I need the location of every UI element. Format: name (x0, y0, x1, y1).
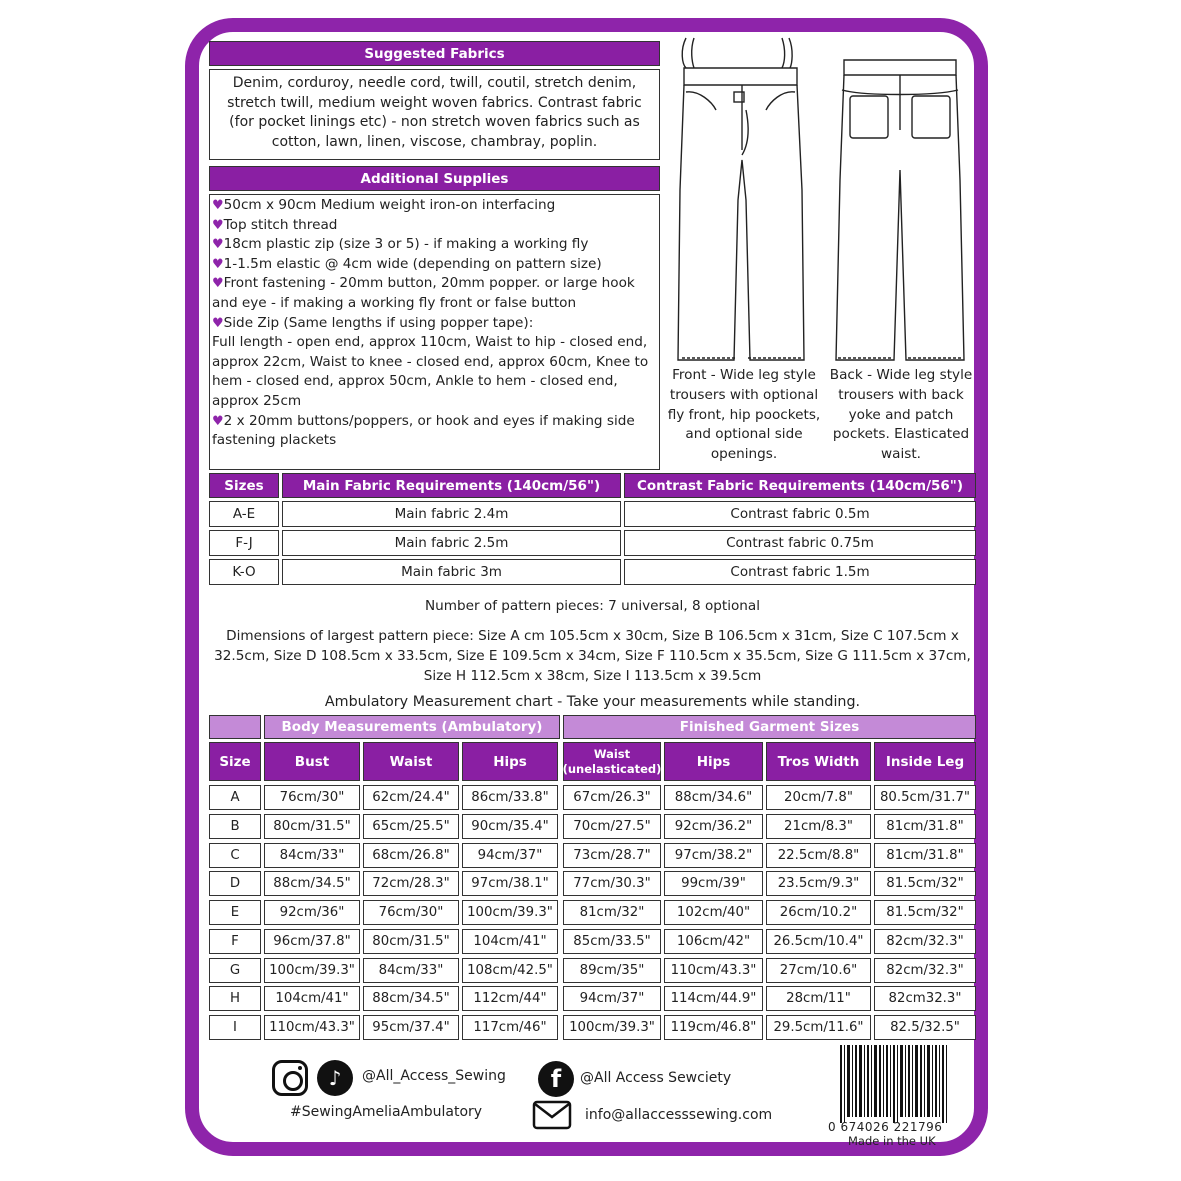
measure-value-cell: 28cm/11" (766, 986, 871, 1011)
chart-title: Ambulatory Measurement chart - Take your measurements while standing. (324, 694, 861, 710)
measure-value-cell: 67cm/26.3" (563, 785, 661, 810)
measure-header-cell: Hips (462, 742, 558, 781)
pattern-dimensions-text: Dimensions of largest pattern piece: Size A cm 105.5cm x 30cm, Size B 106.5cm x 31cm, Size C 107.5cm x 32.5cm, Size D 108.5cm x 33.5cm, Size E 109.5cm x 34cm, Size F 110.5cm x 35.5cm, Size G 111.5cm x 37cm, Size H 112.5cm x 38cm, Size I 113.5cm x 39.5cm (214, 628, 971, 684)
measure-size-cell: H (209, 986, 261, 1011)
measure-value-cell: 81cm/32" (563, 900, 661, 925)
heart-icon: ♥ (212, 276, 224, 292)
measure-value-cell: 110cm/43.3" (664, 958, 763, 983)
front-trousers-drawing (678, 38, 804, 360)
social-handle[interactable]: @All_Access_Sewing (362, 1068, 506, 1084)
fabric-table-cell: F-J (209, 530, 279, 556)
fabric-table-cell: Contrast fabric 0.75m (624, 530, 976, 556)
measure-size-cell: D (209, 871, 261, 896)
measure-value-cell: 73cm/28.7" (563, 843, 661, 868)
measure-value-cell: 81.5cm/32" (874, 871, 976, 896)
fabric-table-cell: Main fabric 2.5m (282, 530, 621, 556)
measure-value-cell: 82.5/32.5" (874, 1015, 976, 1040)
fabric-table-header-sizes: Sizes (209, 473, 279, 498)
measure-size-cell: G (209, 958, 261, 983)
fabric-table-cell: A-E (209, 501, 279, 527)
measure-value-cell: 100cm/39.3" (264, 958, 360, 983)
measure-header-cell (563, 742, 661, 781)
back-caption: Back - Wide leg style trousers with back yoke and patch pockets. Elasticated waist. (829, 367, 973, 463)
measure-value-cell: 110cm/43.3" (264, 1015, 360, 1040)
measure-value-cell: 88cm/34.5" (264, 871, 360, 896)
measure-value-cell: 80cm/31.5" (264, 814, 360, 839)
measure-header-cell: Bust (264, 742, 360, 781)
supply-item: ♥1-1.5m elastic @ 4cm wide (depending on pattern size) (212, 255, 602, 272)
measure-value-cell: 112cm/44" (462, 986, 558, 1011)
measure-header-cell: Size (209, 742, 261, 781)
measure-header-cell: Hips (664, 742, 763, 781)
measure-header-unelasticated: (unelasticated) (562, 761, 662, 776)
measure-value-cell: 99cm/39" (664, 871, 763, 896)
measure-value-cell: 114cm/44.9" (664, 986, 763, 1011)
measure-value-cell: 82cm32.3" (874, 986, 976, 1011)
measure-value-cell: 72cm/28.3" (363, 871, 459, 896)
supply-item: ♥50cm x 90cm Medium weight iron-on interfacing (212, 197, 556, 213)
measure-size-cell: B (209, 814, 261, 839)
facebook-handle[interactable]: @All Access Sewciety (580, 1070, 732, 1086)
measure-value-cell: 82cm/32.3" (874, 958, 976, 983)
trouser-illustrations (664, 30, 982, 370)
measure-value-cell: 85cm/33.5" (563, 929, 661, 954)
supply-item: ♥Top stitch thread (212, 216, 338, 233)
measure-value-cell: 80cm/31.5" (363, 929, 459, 954)
measure-value-cell: 104cm/41" (264, 986, 360, 1011)
measure-header-waist: Waist (593, 746, 631, 761)
measure-size-cell: C (209, 843, 261, 868)
measure-value-cell: 26.5cm/10.4" (766, 929, 871, 954)
measure-group-finished: Finished Garment Sizes (563, 715, 976, 739)
measure-value-cell: 92cm/36.2" (664, 814, 763, 839)
pattern-pieces-text: Number of pattern pieces: 7 universal, 8 optional (424, 598, 761, 614)
measure-value-cell: 76cm/30" (363, 900, 459, 925)
measure-value-cell: 22.5cm/8.8" (766, 843, 871, 868)
measure-value-cell: 81.5cm/32" (874, 900, 976, 925)
back-trousers-drawing (836, 60, 964, 360)
measure-value-cell: 62cm/24.4" (363, 785, 459, 810)
measure-value-cell: 97cm/38.1" (462, 871, 558, 896)
side-zip-details: Full length - open end, approx 110cm, Waist to hip - closed end, approx 22cm, Waist to knee - closed end, approx 60cm, Knee to hem - closed end, approx 50cm, Ankle to hem - closed end, approx 25cm (212, 334, 649, 409)
supply-item: ♥2 x 20mm buttons/poppers, or hook and eyes if making side fastening plackets (212, 412, 635, 449)
measure-value-cell: 88cm/34.6" (664, 785, 763, 810)
supplies-title: Additional Supplies (209, 166, 660, 191)
measure-value-cell: 104cm/41" (462, 929, 558, 954)
measure-value-cell: 102cm/40" (664, 900, 763, 925)
measure-size-cell: F (209, 929, 261, 954)
measure-header-cell: Waist (363, 742, 459, 781)
measure-value-cell: 90cm/35.4" (462, 814, 558, 839)
measure-value-cell: 96cm/37.8" (264, 929, 360, 954)
measure-value-cell: 20cm/7.8" (766, 785, 871, 810)
front-caption: Front - Wide leg style trousers with optional fly front, hip poockets, and optional side openings. (667, 367, 821, 463)
measure-value-cell: 29.5cm/11.6" (766, 1015, 871, 1040)
fabric-table-cell: Contrast fabric 0.5m (624, 501, 976, 527)
fabric-table-cell: Main fabric 3m (282, 559, 621, 585)
heart-icon: ♥ (212, 256, 224, 272)
heart-icon: ♥ (212, 413, 224, 429)
measure-header-cell: Tros Width (766, 742, 871, 781)
measure-value-cell: 89cm/35" (563, 958, 661, 983)
measure-value-cell: 84cm/33" (264, 843, 360, 868)
measure-size-cell: E (209, 900, 261, 925)
email-address[interactable]: info@allaccesssewing.com (585, 1107, 773, 1123)
measure-value-cell: 82cm/32.3" (874, 929, 976, 954)
fabrics-title: Suggested Fabrics (209, 41, 660, 66)
heart-icon: ♥ (212, 237, 224, 253)
measure-value-cell: 117cm/46" (462, 1015, 558, 1040)
measure-value-cell: 27cm/10.6" (766, 958, 871, 983)
measure-value-cell: 21cm/8.3" (766, 814, 871, 839)
measure-value-cell: 23.5cm/9.3" (766, 871, 871, 896)
made-in-text: Made in the UK (848, 1134, 936, 1148)
fabric-table-cell: Main fabric 2.4m (282, 501, 621, 527)
measure-value-cell: 92cm/36" (264, 900, 360, 925)
supply-item: ♥Front fastening - 20mm button, 20mm popper. or large hook and eye - if making a working fly front or false button (212, 275, 635, 311)
measure-value-cell: 81cm/31.8" (874, 814, 976, 839)
measure-value-cell: 94cm/37" (563, 986, 661, 1011)
measure-value-cell: 81cm/31.8" (874, 843, 976, 868)
measure-header-cell: Inside Leg (874, 742, 976, 781)
measure-value-cell: 76cm/30" (264, 785, 360, 810)
measure-value-cell: 94cm/37" (462, 843, 558, 868)
heart-icon: ♥ (212, 198, 224, 213)
measure-value-cell: 80.5cm/31.7" (874, 785, 976, 810)
barcode-number: 0 674026 221796 (828, 1120, 943, 1134)
measure-size-cell: I (209, 1015, 261, 1040)
measure-value-cell: 100cm/39.3" (462, 900, 558, 925)
hashtag: #SewingAmeliaAmbulatory (290, 1104, 483, 1120)
barcode (840, 1045, 950, 1123)
email-icon[interactable] (532, 1100, 572, 1130)
measure-value-cell: 77cm/30.3" (563, 871, 661, 896)
measure-value-cell: 119cm/46.8" (664, 1015, 763, 1040)
supplies-list (209, 194, 660, 470)
fabric-table-cell: Contrast fabric 1.5m (624, 559, 976, 585)
heart-icon: ♥ (212, 315, 224, 331)
measure-value-cell: 95cm/37.4" (363, 1015, 459, 1040)
measure-value-cell: 106cm/42" (664, 929, 763, 954)
measure-value-cell: 100cm/39.3" (563, 1015, 661, 1040)
measure-value-cell: 68cm/26.8" (363, 843, 459, 868)
measure-value-cell: 86cm/33.8" (462, 785, 558, 810)
measure-value-cell: 88cm/34.5" (363, 986, 459, 1011)
instagram-icon[interactable] (272, 1060, 308, 1096)
supply-item: ♥18cm plastic zip (size 3 or 5) - if making a working fly (212, 236, 589, 253)
measure-value-cell: 26cm/10.2" (766, 900, 871, 925)
measure-value-cell: 65cm/25.5" (363, 814, 459, 839)
measure-value-cell: 70cm/27.5" (563, 814, 661, 839)
measure-value-cell: 108cm/42.5" (462, 958, 558, 983)
fabrics-text: Denim, corduroy, needle cord, twill, coutil, stretch denim, stretch twill, medium weight woven fabrics. Contrast fabric (for pocket linings etc) - non stretch woven fabrics such as cotton, lawn, linen, viscose, chambray, poplin. (209, 69, 660, 160)
fabric-table-cell: K-O (209, 559, 279, 585)
measure-group-blank (209, 715, 261, 739)
facebook-icon[interactable]: f (538, 1061, 574, 1097)
measure-group-body: Body Measurements (Ambulatory) (264, 715, 560, 739)
tiktok-icon[interactable]: ♪ (317, 1060, 353, 1096)
fabric-table-header-contrast: Contrast Fabric Requirements (140cm/56") (624, 473, 976, 498)
measure-size-cell: A (209, 785, 261, 810)
measure-value-cell: 97cm/38.2" (664, 843, 763, 868)
heart-icon: ♥ (212, 217, 224, 233)
supply-item: ♥Side Zip (Same lengths if using popper tape): Full length - open end, approx 110cm, Waist to hip - closed end, approx 22cm, Waist to knee - closed end, approx 60cm, Knee to hem - closed end, approx 50cm, Ankle to hem - closed end, approx 25cm (212, 314, 649, 409)
fabric-table-header-main: Main Fabric Requirements (140cm/56") (282, 473, 621, 498)
measure-value-cell: 84cm/33" (363, 958, 459, 983)
